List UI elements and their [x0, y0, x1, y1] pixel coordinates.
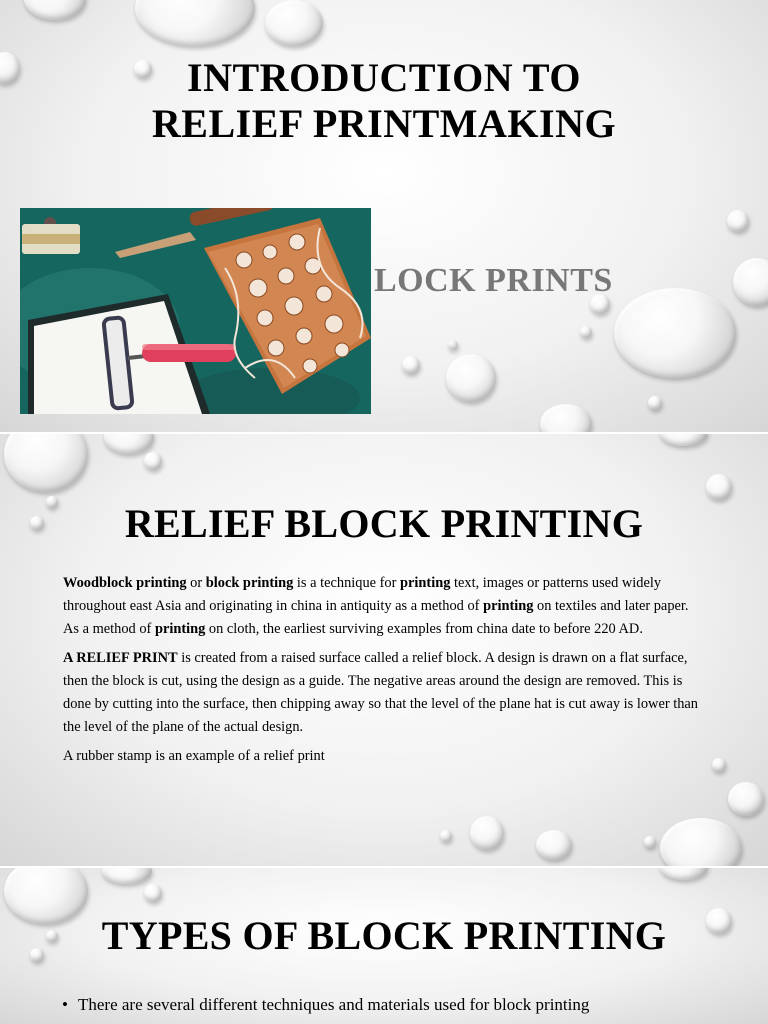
water-drop — [448, 340, 458, 350]
water-drop — [144, 452, 162, 470]
water-drop — [728, 782, 764, 816]
water-drop — [104, 434, 154, 454]
text-run: on textiles and later paper. As a method of — [63, 598, 689, 637]
bullet-symbol: • — [62, 995, 68, 1014]
bold-term: Woodblock printing — [63, 575, 187, 591]
slide-title: RELIEF BLOCK PRINTING — [124, 501, 644, 546]
bold-term: A RELIEF PRINT — [63, 650, 178, 666]
water-drop — [540, 404, 592, 432]
water-drop — [265, 0, 323, 46]
text-run: text, images or patterns used widely throughout east Asia and originating in china in antiquity as a method of — [63, 575, 662, 614]
water-drop — [440, 830, 452, 842]
water-drop — [733, 258, 768, 306]
water-drop — [4, 434, 88, 492]
water-drop — [706, 474, 732, 500]
water-drop — [470, 816, 504, 850]
slide-title: TYPES OF BLOCK PRINTING — [101, 913, 667, 958]
bold-term: printing — [400, 575, 451, 591]
water-drop — [648, 396, 662, 410]
water-drop — [24, 0, 86, 20]
water-drop — [402, 356, 420, 374]
paragraph-rubber-stamp: A rubber stamp is an example of a relief print — [63, 748, 325, 764]
bold-term: printing — [483, 598, 534, 614]
water-drop — [660, 868, 708, 880]
water-drop — [614, 288, 736, 378]
slide-subtitle: LOCK PRINTS — [374, 262, 613, 299]
bold-term: block printing — [205, 575, 294, 591]
text-run: or — [186, 575, 206, 591]
paragraph-woodblock — [63, 572, 705, 641]
text-run: on cloth, the earliest surviving examples from china date to before 220 AD. — [205, 621, 643, 637]
slide-relief-block-printing — [0, 434, 768, 866]
water-drop — [580, 326, 592, 338]
water-drop — [660, 818, 742, 866]
bullet-text: There are several different techniques and materials used for block printing — [78, 995, 590, 1014]
water-drop — [144, 884, 162, 902]
text-run: is a technique for — [293, 575, 401, 591]
water-drop — [727, 210, 749, 232]
water-drop — [644, 836, 656, 848]
slide-types-of-block-printing — [0, 868, 768, 1024]
bullet-item — [62, 994, 589, 1016]
bold-term: printing — [154, 621, 206, 637]
title-line-2: RELIEF PRINTMAKING — [151, 101, 617, 146]
slide-title — [0, 55, 768, 147]
text-run: is created from a raised surface called a relief block. A design is drawn on a flat surface, then the block is cut, using the design as a guide. The negative areas around the design are removed. This is done by cutting into the surface, then chipping away so that the level of the plane hat is cut away is lower than the level of the plane of the actual design. — [63, 650, 699, 735]
water-drop — [536, 830, 572, 860]
printmaking-photo — [20, 208, 371, 414]
slide-body — [63, 572, 705, 774]
slide-intro — [0, 0, 768, 432]
title-line-1: INTRODUCTION TO — [187, 55, 581, 100]
paragraph-relief-print — [63, 647, 705, 739]
water-drop — [660, 434, 708, 446]
water-drop — [102, 868, 152, 884]
water-drop — [446, 354, 496, 402]
water-drop — [712, 758, 726, 772]
water-drop — [135, 0, 255, 46]
